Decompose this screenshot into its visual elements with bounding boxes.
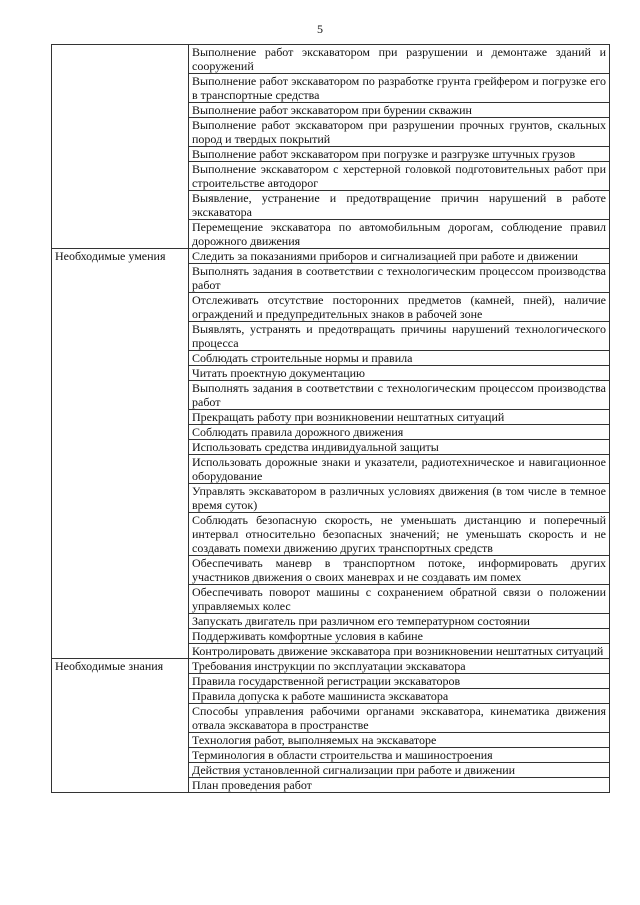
table-row: [52, 45, 610, 74]
table-cell-item: Обеспечивать маневр в транспортном потоке, информировать других участников движения о своих маневрах и не создавать им помех: [189, 556, 610, 585]
table-cell-item: Соблюдать строительные нормы и правила: [189, 351, 610, 366]
table-cell-item: Выполнение работ экскаватором при разрушении прочных грунтов, скальных пород и твердых покрытий: [189, 118, 610, 147]
table-row: [52, 249, 610, 264]
table-cell-item: Выполнять задания в соответствии с технологическим процессом производства работ: [189, 381, 610, 410]
section-heading: [52, 45, 189, 249]
table-cell-item: Терминология в области строительства и машиностроения: [189, 748, 610, 763]
table-cell-item: Требования инструкции по эксплуатации экскаватора: [189, 659, 610, 674]
table-cell-item: Контролировать движение экскаватора при возникновении нештатных ситуаций: [189, 644, 610, 659]
table-cell-item: Выявление, устранение и предотвращение причин нарушений в работе экскаватора: [189, 191, 610, 220]
table-cell-item: Выполнение работ экскаватором при погрузке и разгрузке штучных грузов: [189, 147, 610, 162]
table-cell-item: Соблюдать правила дорожного движения: [189, 425, 610, 440]
table-cell-item: Соблюдать безопасную скорость, не уменьшать дистанцию и поперечный интервал относительно безопасных значений; не уменьшать скорость и не создавать помехи движению других транспортных средств: [189, 513, 610, 556]
section-heading: Необходимые знания: [52, 659, 189, 793]
table-cell-item: Управлять экскаватором в различных условиях движения (в том числе в темное время суток): [189, 484, 610, 513]
table-cell-item: Технология работ, выполняемых на экскаваторе: [189, 733, 610, 748]
table-cell-item: Выполнение работ экскаватором при разрушении и демонтаже зданий и сооружений: [189, 45, 610, 74]
table-cell-item: Правила допуска к работе машиниста экскаватора: [189, 689, 610, 704]
competency-table: [51, 44, 610, 793]
page-number: 5: [317, 22, 323, 36]
table-cell-item: Правила государственной регистрации экскаваторов: [189, 674, 610, 689]
table-cell-item: Читать проектную документацию: [189, 366, 610, 381]
table-cell-item: План проведения работ: [189, 778, 610, 793]
table-cell-item: Следить за показаниями приборов и сигнализацией при работе и движении: [189, 249, 610, 264]
table-cell-item: Действия установленной сигнализации при работе и движении: [189, 763, 610, 778]
table-cell-item: Перемещение экскаватора по автомобильным дорогам, соблюдение правил дорожного движения: [189, 220, 610, 249]
table-cell-item: Запускать двигатель при различном его температурном состоянии: [189, 614, 610, 629]
table-cell-item: Прекращать работу при возникновении нештатных ситуаций: [189, 410, 610, 425]
section-heading: Необходимые умения: [52, 249, 189, 659]
table-cell-item: Использовать дорожные знаки и указатели, радиотехническое и навигационное оборудование: [189, 455, 610, 484]
table-cell-item: Способы управления рабочими органами экскаватора, кинематика движения отвала экскаватора в пространстве: [189, 704, 610, 733]
table-row: [52, 659, 610, 674]
table-cell-item: Обеспечивать поворот машины с сохранением обратной связи о положении управляемых колес: [189, 585, 610, 614]
table-cell-item: Выявлять, устранять и предотвращать причины нарушений технологического процесса: [189, 322, 610, 351]
table-cell-item: Выполнение работ экскаватором по разработке грунта грейфером и погрузке его в транспортные средства: [189, 74, 610, 103]
table-cell-item: Выполнение работ экскаватором при бурении скважин: [189, 103, 610, 118]
table-cell-item: Отслеживать отсутствие посторонних предметов (камней, пней), наличие ограждений и предупредительных знаков в рабочей зоне: [189, 293, 610, 322]
table-cell-item: Поддерживать комфортные условия в кабине: [189, 629, 610, 644]
table-cell-item: Выполнение экскаватором с херстерной головкой подготовительных работ при строительстве автодорог: [189, 162, 610, 191]
table-cell-item: Выполнять задания в соответствии с технологическим процессом производства работ: [189, 264, 610, 293]
table-cell-item: Использовать средства индивидуальной защиты: [189, 440, 610, 455]
